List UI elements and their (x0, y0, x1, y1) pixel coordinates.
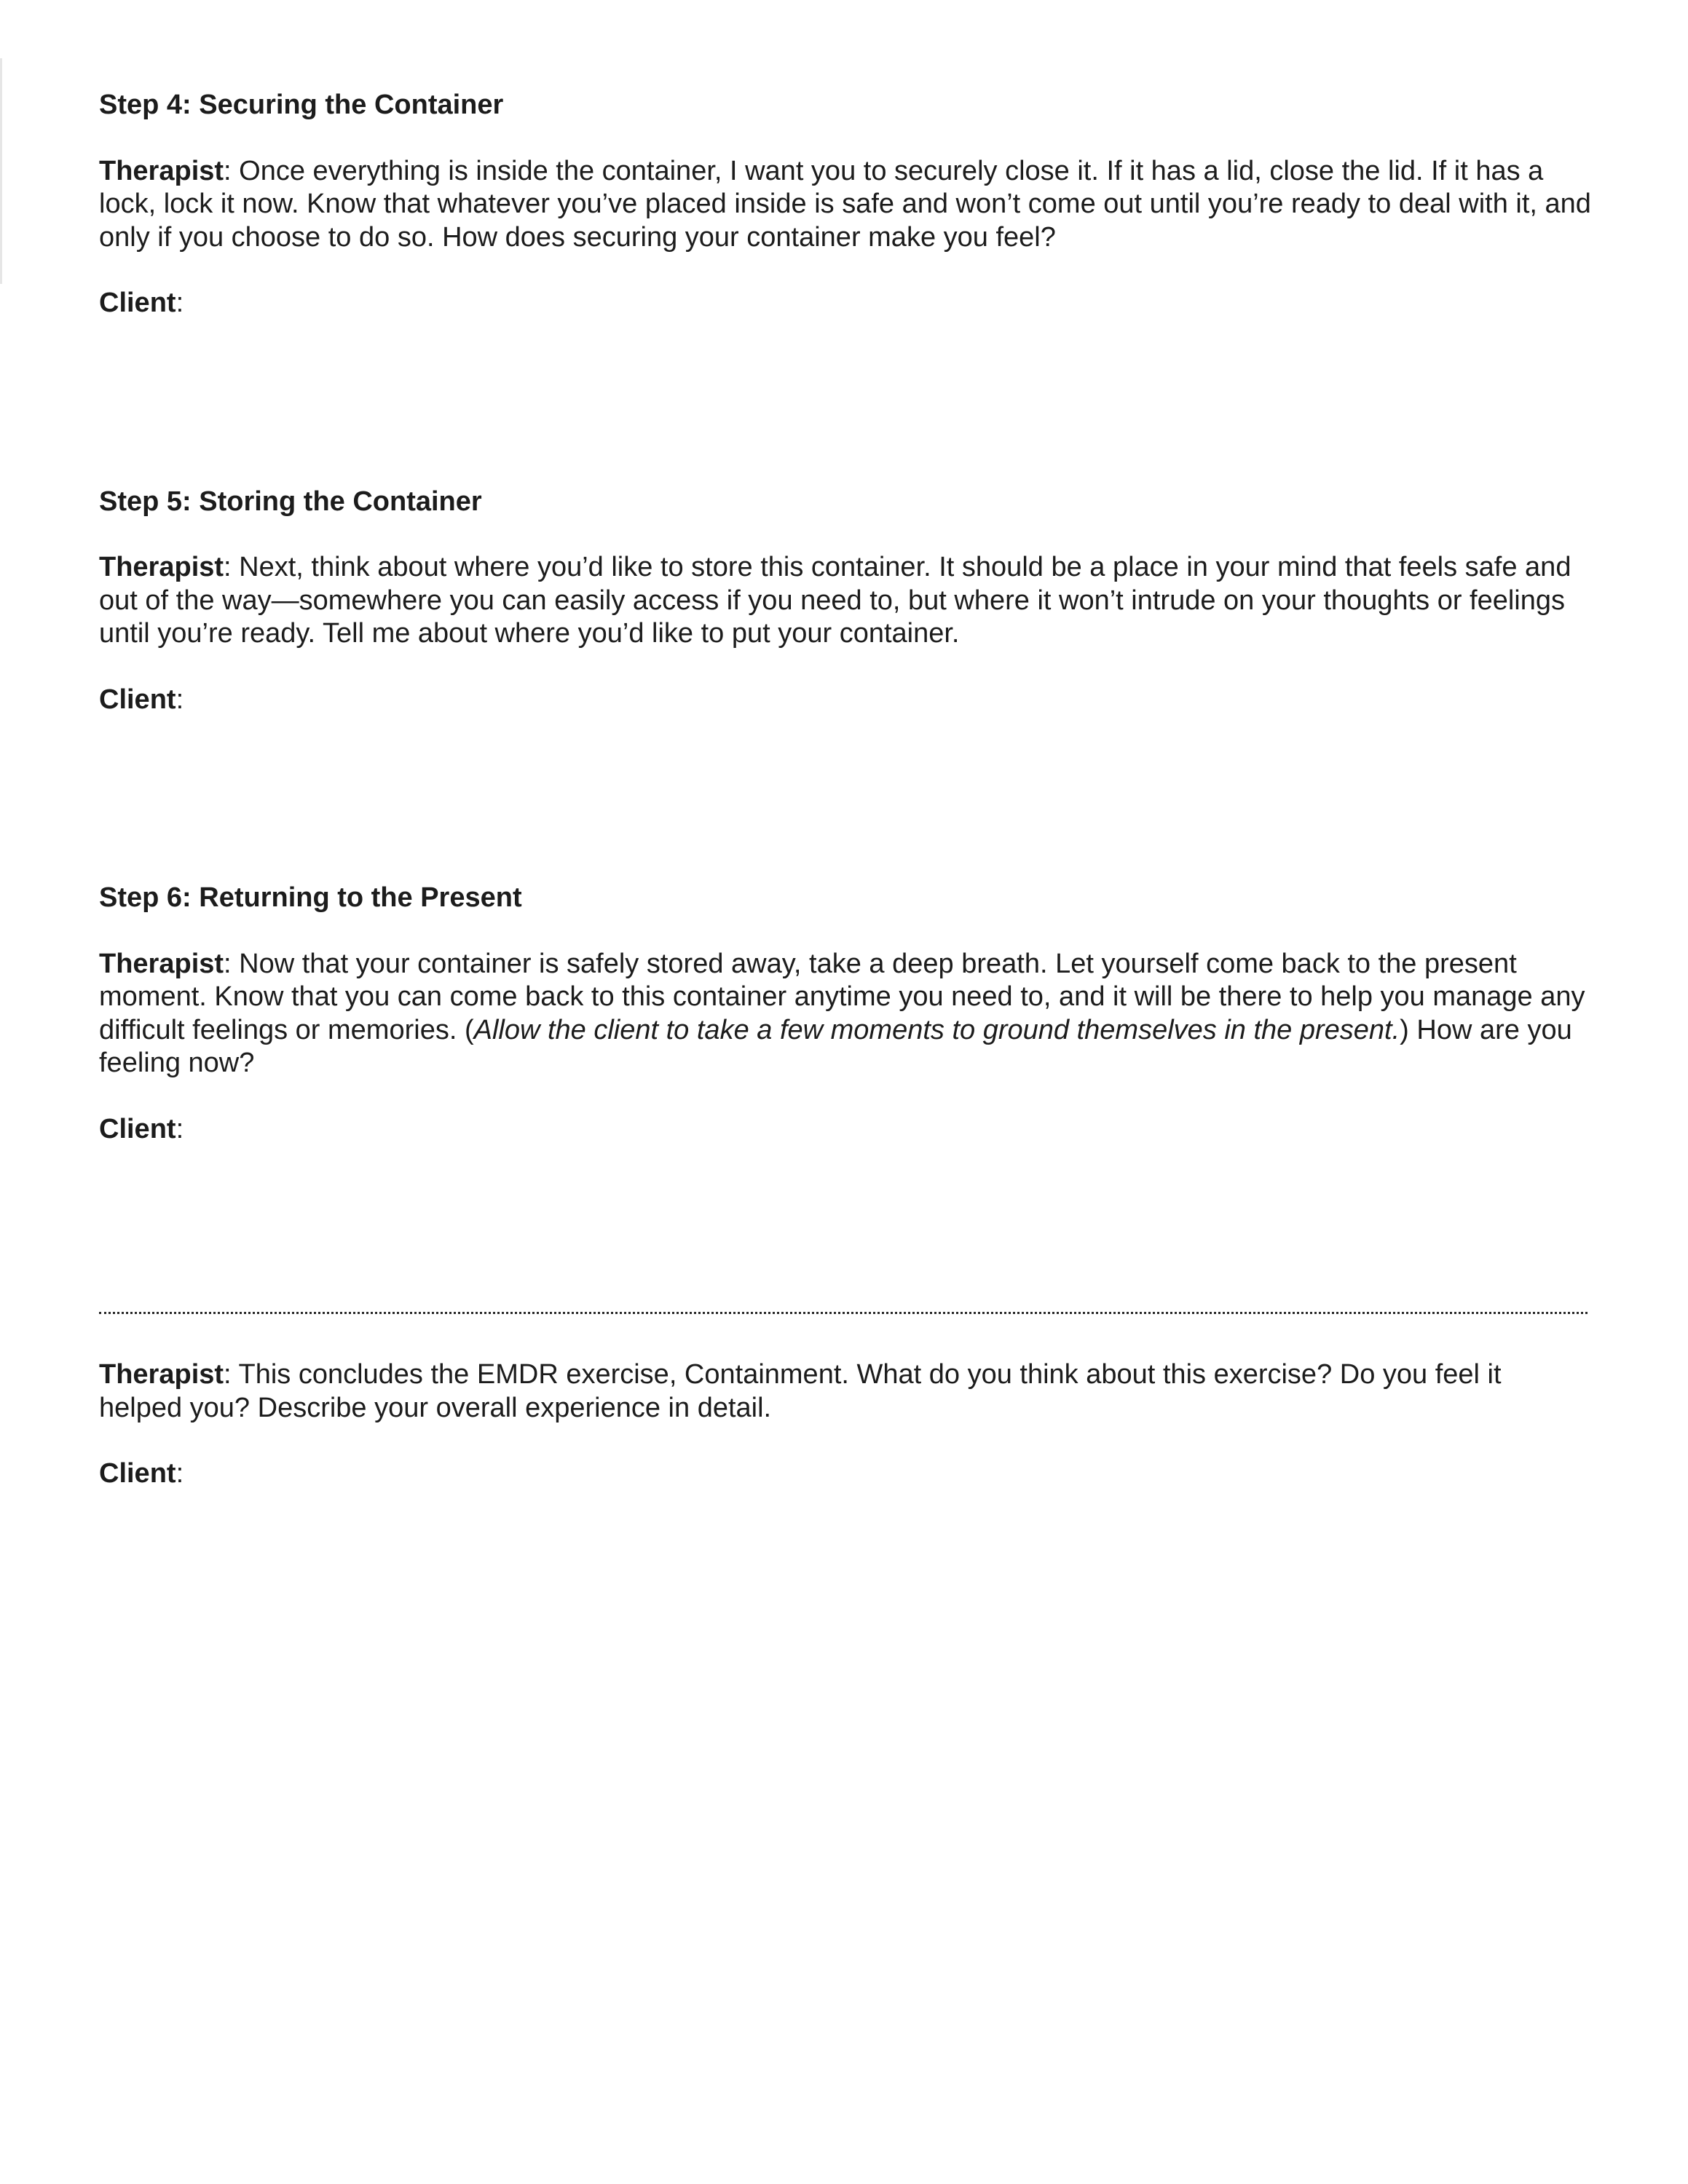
step-5-answer-space (99, 716, 1592, 882)
therapist-text: : Next, think about where you’d like to store this container. It should be a place in your mind that feels safe and out of the way—somewhere you can easily access if you need to, but where it won’t intrude on your thoughts or feelings until you’re ready. Tell me about where you’d like to put your container. (99, 552, 1571, 649)
step-4-heading: Step 4: Securing the Container (99, 90, 504, 120)
step-5-section (99, 486, 1592, 882)
client-label: Client (99, 1458, 176, 1489)
step-6-therapist-prompt (99, 948, 1592, 1080)
step-4-client-response (99, 287, 1592, 320)
client-colon: : (175, 1113, 184, 1144)
step-6-heading: Step 6: Returning to the Present (99, 882, 522, 913)
step-4-answer-space (99, 320, 1592, 486)
therapist-label: Therapist (99, 552, 224, 582)
client-label: Client (99, 684, 176, 715)
therapist-label: Therapist (99, 1359, 224, 1390)
step-6-section (99, 882, 1592, 1312)
stage-direction: Allow the client to take a few moments to ground themselves in the present. (473, 1014, 1400, 1045)
therapist-label: Therapist (99, 948, 224, 979)
closing-therapist-prompt (99, 1358, 1592, 1425)
step-6-answer-space (99, 1146, 1592, 1312)
step-5-therapist-prompt (99, 551, 1592, 651)
therapist-label: Therapist (99, 155, 224, 186)
section-divider-wrap (99, 1312, 1592, 1358)
closing-section (99, 1358, 1592, 1491)
therapist-text: : Now that your container is safely stored away, take a deep breath. Let yourself come back to the present moment. Know that you can come back to this container anytime you need to, and it will be there to help you manage any difficult feelings or memories. ( (99, 948, 1585, 1045)
therapist-text: : Once everything is inside the container, I want you to securely close it. If it has a lid, close the lid. If it has a lock, lock it now. Know that whatever you’ve placed inside is safe and won’t come out until you’re ready to deal with it, and only if you choose to do so. How does securing your container make you feel? (99, 155, 1591, 253)
client-colon: : (175, 684, 184, 715)
closing-client-response (99, 1457, 1592, 1491)
step-5-client-response (99, 684, 1592, 717)
step-5-heading: Step 5: Storing the Container (99, 486, 482, 517)
therapist-text: : This concludes the EMDR exercise, Containment. What do you think about this exercise? Do you feel it helped you? Describe your overall experience in detail. (99, 1359, 1502, 1423)
client-colon: : (175, 288, 184, 318)
step-4-therapist-prompt (99, 155, 1592, 255)
client-label: Client (99, 288, 176, 318)
page-edge-mark (0, 58, 2, 284)
dotted-divider (99, 1312, 1588, 1315)
step-4-section (99, 89, 1592, 486)
worksheet-page (99, 89, 1592, 1491)
client-colon: : (175, 1458, 184, 1489)
therapist-text-end: ) How are you feeling now? (99, 1014, 1572, 1078)
client-label: Client (99, 1113, 176, 1144)
step-6-client-response (99, 1113, 1592, 1147)
